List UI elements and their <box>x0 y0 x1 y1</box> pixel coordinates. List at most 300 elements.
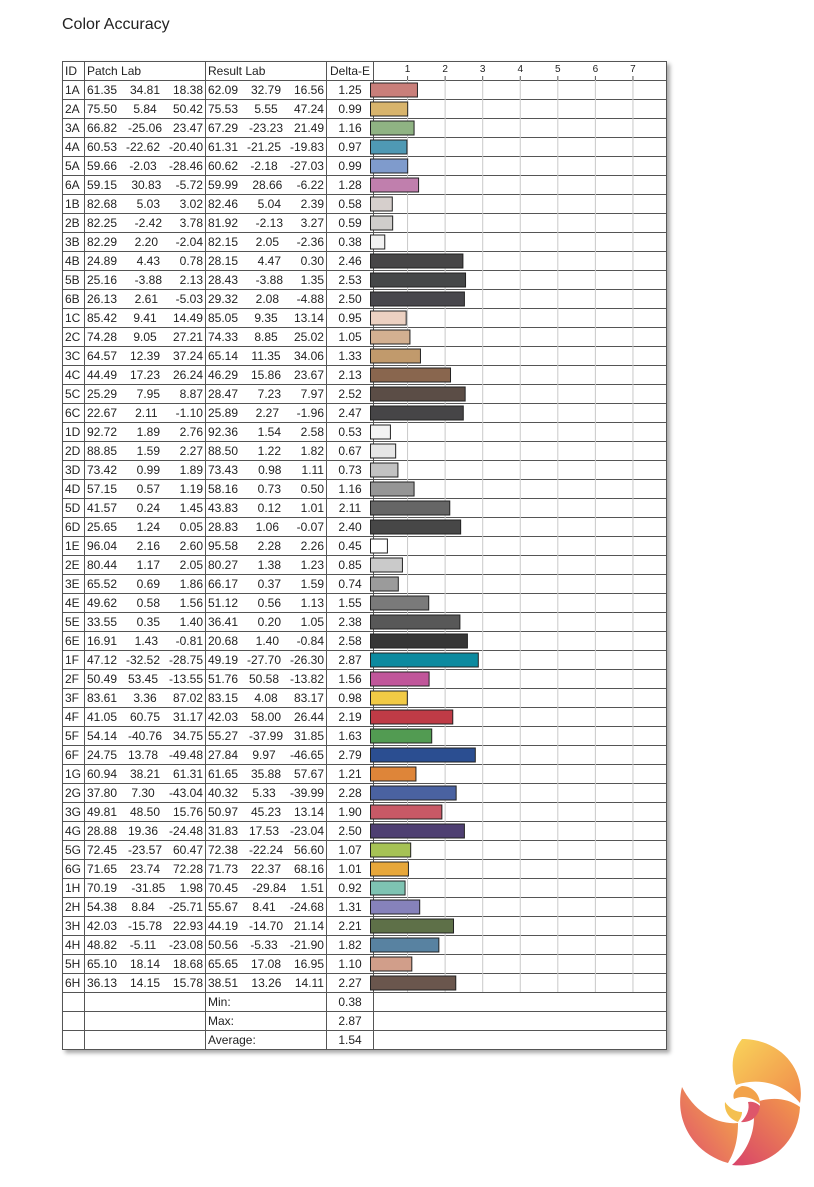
bar-cell <box>374 556 667 575</box>
stat-value: 1.54 <box>327 1031 374 1050</box>
patch-lab-value: 2.05 <box>179 557 203 572</box>
patch-lab-value: 0.69 <box>136 576 161 591</box>
patch-lab <box>87 177 203 194</box>
result-lab-value: 7.23 <box>257 386 282 401</box>
patch-lab-cell <box>85 423 206 442</box>
bar-cell <box>374 955 667 974</box>
patch-lab-value: 23.74 <box>129 861 161 876</box>
patch-lab-value: 2.76 <box>179 424 203 439</box>
result-lab-cell <box>206 423 327 442</box>
table-row <box>63 594 667 613</box>
patch-lab-cell <box>85 518 206 537</box>
patch-lab <box>87 310 203 327</box>
bar-cell <box>374 594 667 613</box>
patch-lab-value: 7.30 <box>131 785 155 800</box>
result-lab <box>208 329 324 346</box>
result-lab <box>208 272 324 289</box>
result-lab-value: 1.59 <box>300 576 324 591</box>
table-row <box>63 214 667 233</box>
patch-lab <box>87 272 203 289</box>
bar-cell <box>374 157 667 176</box>
patch-lab <box>87 918 203 935</box>
patch-lab-value: 1.89 <box>136 424 161 439</box>
patch-lab-value: 3.36 <box>133 690 157 705</box>
bar-cell <box>374 651 667 670</box>
result-lab-cell <box>206 860 327 879</box>
result-lab-value: 55.27 <box>208 728 239 743</box>
patch-lab-value: -1.10 <box>175 405 203 420</box>
header-patch-lab: Patch Lab <box>85 62 206 81</box>
result-lab-value: 40.32 <box>208 785 239 800</box>
bar-cell <box>374 499 667 518</box>
patch-lab-value: 8.87 <box>179 386 203 401</box>
result-lab-value: -2.36 <box>296 234 324 249</box>
patch-lab-value: 53.45 <box>127 671 159 686</box>
patch-id: 1B <box>63 195 85 214</box>
patch-lab-value: 24.75 <box>87 747 118 762</box>
result-lab-value: 80.27 <box>208 557 239 572</box>
result-lab-value: 5.04 <box>257 196 282 211</box>
patch-lab-cell <box>85 480 206 499</box>
bar-cell <box>374 480 667 499</box>
patch-lab-value: 74.28 <box>87 329 118 344</box>
patch-lab-value: 2.16 <box>136 538 161 553</box>
result-lab-value: 9.35 <box>254 310 278 325</box>
patch-lab-cell <box>85 81 206 100</box>
result-lab-cell <box>206 404 327 423</box>
result-lab-value: 27.84 <box>208 747 239 762</box>
patch-id: 5C <box>63 385 85 404</box>
result-lab-value: -14.70 <box>248 918 284 933</box>
patch-lab-cell <box>85 366 206 385</box>
result-lab <box>208 196 324 213</box>
table-row <box>63 385 667 404</box>
patch-id: 1C <box>63 309 85 328</box>
patch-lab-value: 22.93 <box>172 918 203 933</box>
table-row <box>63 822 667 841</box>
result-lab-value: 20.68 <box>208 633 239 648</box>
delta-e-value: 1.21 <box>327 765 374 784</box>
patch-lab-value: 9.05 <box>133 329 157 344</box>
delta-e-value: 2.50 <box>327 822 374 841</box>
patch-lab-value: 0.24 <box>136 500 161 515</box>
table-row <box>63 784 667 803</box>
result-lab-value: 72.38 <box>208 842 239 857</box>
patch-lab-cell <box>85 917 206 936</box>
patch-lab-value: -22.62 <box>125 139 161 154</box>
bar-cell <box>374 461 667 480</box>
result-lab-value: 23.67 <box>293 367 324 382</box>
patch-lab-value: 96.04 <box>87 538 118 553</box>
result-lab-value: -27.03 <box>289 158 324 173</box>
patch-lab-value: -24.48 <box>168 823 203 838</box>
delta-e-value: 0.99 <box>327 157 374 176</box>
patch-id: 5E <box>63 613 85 632</box>
result-lab-value: 5.33 <box>252 785 276 800</box>
delta-e-value: 0.45 <box>327 537 374 556</box>
stats-chart-cell <box>374 993 667 1012</box>
stats-row <box>63 993 667 1012</box>
patch-id: 3A <box>63 119 85 138</box>
patch-lab-value: 12.39 <box>129 348 161 363</box>
patch-id: 5F <box>63 727 85 746</box>
bar-cell <box>374 347 667 366</box>
patch-lab-cell <box>85 328 206 347</box>
patch-lab-value: 54.14 <box>87 728 118 743</box>
result-lab-cell <box>206 385 327 404</box>
patch-lab <box>87 139 203 156</box>
bar-cell <box>374 898 667 917</box>
result-lab-value: -29.84 <box>252 880 287 895</box>
patch-lab <box>87 671 203 688</box>
patch-lab-cell <box>85 727 206 746</box>
table-row <box>63 423 667 442</box>
patch-id: 2A <box>63 100 85 119</box>
patch-lab-value: 73.42 <box>87 462 118 477</box>
result-lab-value: 0.50 <box>300 481 324 496</box>
patch-lab-value: 92.72 <box>87 424 118 439</box>
result-lab-cell <box>206 442 327 461</box>
patch-id: 2G <box>63 784 85 803</box>
result-lab-value: 57.67 <box>293 766 324 781</box>
table-row <box>63 955 667 974</box>
result-lab-cell <box>206 594 327 613</box>
delta-e-value: 1.82 <box>327 936 374 955</box>
result-lab-value: -1.96 <box>296 405 324 420</box>
bar-cell <box>374 214 667 233</box>
patch-lab-value: 85.42 <box>87 310 118 325</box>
result-lab <box>208 234 324 251</box>
patch-id: 4D <box>63 480 85 499</box>
table-row <box>63 442 667 461</box>
result-lab <box>208 405 324 422</box>
tick-label: 6 <box>592 64 599 75</box>
result-lab-value: 1.01 <box>300 500 324 515</box>
color-accuracy-report <box>62 61 667 1050</box>
result-lab-value: -0.07 <box>296 519 324 534</box>
patch-lab-value: 7.95 <box>136 386 161 401</box>
delta-e-value: 0.59 <box>327 214 374 233</box>
result-lab-value: 92.36 <box>208 424 239 439</box>
stats-row <box>63 1031 667 1050</box>
patch-lab-cell <box>85 309 206 328</box>
patch-lab-value: 48.50 <box>129 804 161 819</box>
table-row <box>63 328 667 347</box>
patch-lab <box>87 538 203 555</box>
bar-cell <box>374 233 667 252</box>
patch-lab-value: 22.67 <box>87 405 118 420</box>
patch-lab-value: 70.19 <box>87 880 118 895</box>
patch-lab-value: 14.15 <box>129 975 161 990</box>
result-lab-cell <box>206 290 327 309</box>
patch-lab-value: -2.03 <box>129 158 157 173</box>
stats-empty-cell <box>85 1031 206 1050</box>
table-row <box>63 803 667 822</box>
patch-id: 2H <box>63 898 85 917</box>
result-lab-cell <box>206 233 327 252</box>
patch-id: 2F <box>63 670 85 689</box>
patch-lab-value: 65.52 <box>87 576 118 591</box>
result-lab-cell <box>206 252 327 271</box>
patch-id: 2C <box>63 328 85 347</box>
delta-e-value: 2.40 <box>327 518 374 537</box>
bar-cell <box>374 138 667 157</box>
result-lab-value: -0.84 <box>296 633 324 648</box>
result-lab-cell <box>206 822 327 841</box>
patch-lab-value: -23.57 <box>127 842 163 857</box>
patch-lab <box>87 785 203 802</box>
result-lab-value: 50.97 <box>208 804 239 819</box>
patch-lab-value: 75.50 <box>87 101 118 116</box>
patch-id: 6F <box>63 746 85 765</box>
patch-lab-value: 16.91 <box>87 633 118 648</box>
result-lab-value: 70.45 <box>208 880 239 895</box>
patch-lab <box>87 633 203 650</box>
patch-lab-value: 82.25 <box>87 215 118 230</box>
result-lab <box>208 538 324 555</box>
result-lab-cell <box>206 157 327 176</box>
bar-cell <box>374 176 667 195</box>
bar-cell <box>374 537 667 556</box>
patch-lab <box>87 956 203 973</box>
table-row <box>63 556 667 575</box>
color-accuracy-table <box>62 61 667 1050</box>
result-lab-value: -37.99 <box>248 728 284 743</box>
patch-lab <box>87 899 203 916</box>
table-row <box>63 100 667 119</box>
result-lab-value: 61.65 <box>208 766 239 781</box>
patch-lab-cell <box>85 841 206 860</box>
bar-cell <box>374 803 667 822</box>
delta-e-value: 2.79 <box>327 746 374 765</box>
delta-e-value: 1.16 <box>327 480 374 499</box>
result-lab-value: 0.73 <box>257 481 282 496</box>
result-lab <box>208 785 324 802</box>
patch-lab-value: -49.48 <box>168 747 203 762</box>
table-row <box>63 841 667 860</box>
bar-cell <box>374 860 667 879</box>
patch-lab-value: 54.38 <box>87 899 118 914</box>
patch-id: 3C <box>63 347 85 366</box>
table-row <box>63 480 667 499</box>
result-lab-value: 4.47 <box>257 253 282 268</box>
result-lab-cell <box>206 974 327 993</box>
result-lab-value: -39.99 <box>289 785 324 800</box>
result-lab-value: 58.16 <box>208 481 239 496</box>
patch-lab <box>87 595 203 612</box>
result-lab-value: 45.23 <box>250 804 282 819</box>
result-lab-value: -3.88 <box>255 272 284 287</box>
bar-cell <box>374 442 667 461</box>
patch-id: 4F <box>63 708 85 727</box>
patch-lab-value: -0.81 <box>175 633 203 648</box>
delta-e-value: 0.98 <box>327 689 374 708</box>
delta-e-value: 2.28 <box>327 784 374 803</box>
result-lab-cell <box>206 138 327 157</box>
result-lab-value: 1.05 <box>300 614 324 629</box>
patch-lab-value: -23.08 <box>168 937 203 952</box>
delta-e-value: 1.10 <box>327 955 374 974</box>
bar-cell <box>374 309 667 328</box>
patch-lab <box>87 234 203 251</box>
bar-cell <box>374 100 667 119</box>
chart-axis-header-cell <box>374 62 667 81</box>
delta-e-value: 0.73 <box>327 461 374 480</box>
result-lab-cell <box>206 328 327 347</box>
result-lab <box>208 443 324 460</box>
result-lab-cell <box>206 841 327 860</box>
patch-lab-value: 49.81 <box>87 804 118 819</box>
delta-e-value: 1.25 <box>327 81 374 100</box>
result-lab-value: 2.27 <box>255 405 280 420</box>
patch-lab-cell <box>85 955 206 974</box>
table-row <box>63 689 667 708</box>
patch-lab-value: 80.44 <box>87 557 118 572</box>
result-lab <box>208 557 324 574</box>
patch-lab-value: 83.61 <box>87 690 118 705</box>
result-lab-cell <box>206 670 327 689</box>
result-lab-cell <box>206 936 327 955</box>
result-lab-value: 17.08 <box>250 956 282 971</box>
delta-e-value: 1.16 <box>327 119 374 138</box>
patch-id: 3G <box>63 803 85 822</box>
patch-id: 5G <box>63 841 85 860</box>
patch-lab-cell <box>85 461 206 480</box>
patch-lab-cell <box>85 138 206 157</box>
result-lab <box>208 177 324 194</box>
delta-e-value: 1.56 <box>327 670 374 689</box>
result-lab <box>208 975 324 992</box>
result-lab-cell <box>206 271 327 290</box>
result-lab-value: 21.49 <box>293 120 324 135</box>
patch-id: 6D <box>63 518 85 537</box>
patch-lab-value: 27.21 <box>172 329 203 344</box>
result-lab <box>208 880 324 897</box>
patch-lab-value: 31.17 <box>172 709 203 724</box>
patch-lab-value: 1.40 <box>179 614 203 629</box>
bar-cell <box>374 632 667 651</box>
result-lab <box>208 120 324 137</box>
result-lab-value: 28.43 <box>208 272 239 287</box>
table-row <box>63 233 667 252</box>
patch-lab <box>87 937 203 954</box>
result-lab-value: 32.79 <box>250 82 282 97</box>
bar-cell <box>374 689 667 708</box>
result-lab-cell <box>206 746 327 765</box>
result-lab-value: 58.00 <box>250 709 282 724</box>
patch-id: 3H <box>63 917 85 936</box>
patch-lab-cell <box>85 556 206 575</box>
patch-lab-value: 24.89 <box>87 253 118 268</box>
patch-lab-value: 2.61 <box>134 291 159 306</box>
result-lab-value: 28.66 <box>252 177 283 192</box>
result-lab-value: 38.51 <box>208 975 239 990</box>
patch-lab <box>87 861 203 878</box>
header-delta-e: Delta-E <box>327 62 374 81</box>
patch-lab-cell <box>85 499 206 518</box>
patch-lab <box>87 82 203 99</box>
bar-cell <box>374 784 667 803</box>
result-lab-value: -13.82 <box>289 671 324 686</box>
table-row <box>63 860 667 879</box>
result-lab-value: 1.22 <box>257 443 282 458</box>
result-lab-value: -26.30 <box>289 652 324 667</box>
patch-lab-value: -5.11 <box>129 937 157 952</box>
patch-lab-cell <box>85 765 206 784</box>
table-row <box>63 898 667 917</box>
patch-lab-value: 2.11 <box>135 405 158 420</box>
bar-cell <box>374 81 667 100</box>
table-row <box>63 765 667 784</box>
patch-lab <box>87 481 203 498</box>
patch-lab <box>87 557 203 574</box>
delta-e-value: 2.21 <box>327 917 374 936</box>
result-lab-value: 81.92 <box>208 215 239 230</box>
delta-e-value: 1.90 <box>327 803 374 822</box>
result-lab-value: 2.26 <box>300 538 324 553</box>
patch-lab-value: 72.28 <box>172 861 203 876</box>
table-row <box>63 518 667 537</box>
result-lab-cell <box>206 955 327 974</box>
patch-id: 6A <box>63 176 85 195</box>
patch-lab-cell <box>85 670 206 689</box>
table-row <box>63 461 667 480</box>
delta-e-value: 2.19 <box>327 708 374 727</box>
delta-e-value: 2.38 <box>327 613 374 632</box>
patch-lab-value: 50.49 <box>87 671 118 686</box>
patch-id: 1H <box>63 879 85 898</box>
patch-lab-value: 1.86 <box>179 576 203 591</box>
result-lab-cell <box>206 100 327 119</box>
result-lab-value: 0.12 <box>257 500 282 515</box>
bar-cell <box>374 119 667 138</box>
result-lab-value: 34.06 <box>293 348 324 363</box>
patch-id: 5B <box>63 271 85 290</box>
patch-lab <box>87 519 203 536</box>
patch-lab-cell <box>85 689 206 708</box>
patch-lab-value: -20.40 <box>168 139 203 154</box>
patch-lab-value: 66.82 <box>87 120 118 135</box>
table-row <box>63 537 667 556</box>
result-lab-value: 61.31 <box>208 139 239 154</box>
patch-lab-cell <box>85 385 206 404</box>
patch-lab-cell <box>85 404 206 423</box>
patch-lab <box>87 348 203 365</box>
table-header-row <box>63 62 667 81</box>
patch-lab-value: 15.78 <box>172 975 203 990</box>
bar-cell <box>374 936 667 955</box>
result-lab <box>208 576 324 593</box>
patch-id: 2B <box>63 214 85 233</box>
result-lab-value: 35.88 <box>250 766 282 781</box>
result-lab-value: 62.09 <box>208 82 239 97</box>
result-lab-value: 1.38 <box>257 557 282 572</box>
patch-lab-value: 1.89 <box>179 462 203 477</box>
patch-lab <box>87 652 203 669</box>
result-lab <box>208 386 324 403</box>
result-lab-cell <box>206 689 327 708</box>
result-lab-value: 1.13 <box>300 595 324 610</box>
patch-lab-cell <box>85 537 206 556</box>
result-lab-value: 83.15 <box>208 690 239 705</box>
table-row <box>63 499 667 518</box>
delta-e-value: 0.99 <box>327 100 374 119</box>
bar-cell <box>374 575 667 594</box>
result-lab-value: 95.58 <box>208 538 239 553</box>
delta-e-value: 1.33 <box>327 347 374 366</box>
result-lab-value: -19.83 <box>289 139 324 154</box>
table-row <box>63 727 667 746</box>
